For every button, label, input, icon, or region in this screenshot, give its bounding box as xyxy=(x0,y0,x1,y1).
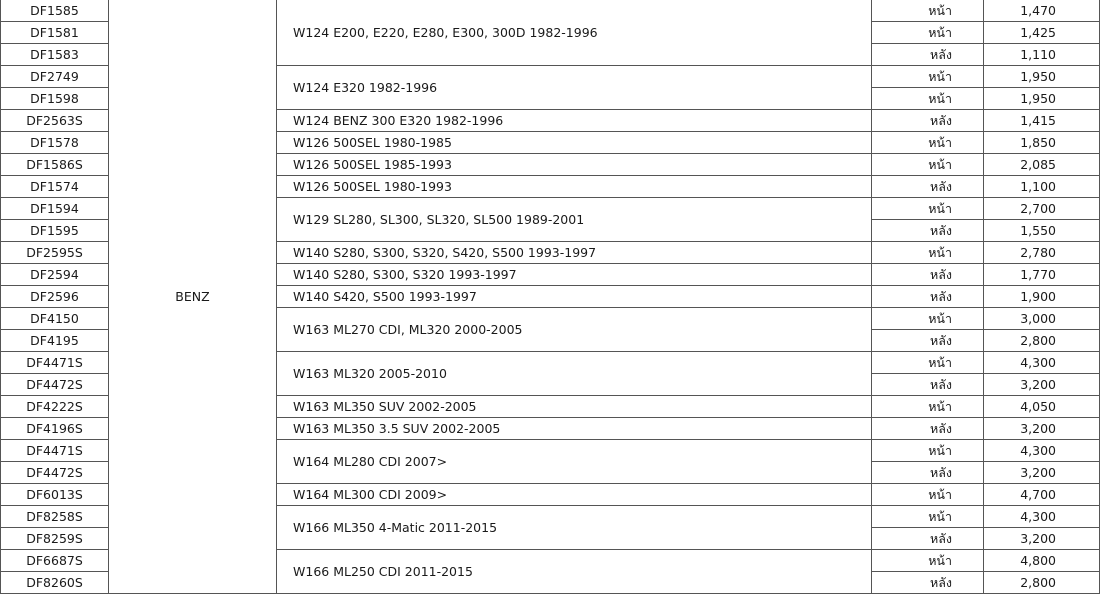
part-code-cell: DF8259S xyxy=(1,528,109,550)
model-cell: W126 500SEL 1985-1993 xyxy=(277,154,872,176)
table-row xyxy=(1,0,1100,22)
position-cell: หน้า xyxy=(872,396,984,418)
model-cell: W126 500SEL 1980-1993 xyxy=(277,176,872,198)
position-cell: หลัง xyxy=(872,462,984,484)
price-cell: 2,800 xyxy=(984,330,1100,352)
position-cell: หน้า xyxy=(872,66,984,88)
position-cell: หลัง xyxy=(872,176,984,198)
price-cell: 4,300 xyxy=(984,352,1100,374)
part-code-cell: DF2749 xyxy=(1,66,109,88)
part-code-cell: DF2563S xyxy=(1,110,109,132)
model-cell: W166 ML250 CDI 2011-2015 xyxy=(277,550,872,594)
price-cell: 3,200 xyxy=(984,374,1100,396)
position-cell: หน้า xyxy=(872,0,984,22)
part-code-cell: DF1595 xyxy=(1,220,109,242)
part-code-cell: DF2595S xyxy=(1,242,109,264)
position-cell: หน้า xyxy=(872,484,984,506)
part-code-cell: DF4471S xyxy=(1,440,109,462)
position-cell: หลัง xyxy=(872,528,984,550)
price-cell: 1,950 xyxy=(984,66,1100,88)
position-cell: หน้า xyxy=(872,22,984,44)
model-cell: W126 500SEL 1980-1985 xyxy=(277,132,872,154)
position-cell: หน้า xyxy=(872,550,984,572)
price-cell: 4,300 xyxy=(984,440,1100,462)
price-cell: 4,800 xyxy=(984,550,1100,572)
price-cell: 3,200 xyxy=(984,528,1100,550)
part-code-cell: DF8260S xyxy=(1,572,109,594)
part-code-cell: DF1586S xyxy=(1,154,109,176)
price-cell: 1,900 xyxy=(984,286,1100,308)
part-code-cell: DF4222S xyxy=(1,396,109,418)
part-code-cell: DF4471S xyxy=(1,352,109,374)
part-code-cell: DF1578 xyxy=(1,132,109,154)
position-cell: หลัง xyxy=(872,330,984,352)
part-code-cell: DF4472S xyxy=(1,462,109,484)
price-cell: 1,770 xyxy=(984,264,1100,286)
part-code-cell: DF6013S xyxy=(1,484,109,506)
price-cell: 1,110 xyxy=(984,44,1100,66)
part-code-cell: DF2596 xyxy=(1,286,109,308)
price-cell: 4,700 xyxy=(984,484,1100,506)
price-cell: 2,800 xyxy=(984,572,1100,594)
model-cell: W124 BENZ 300 E320 1982-1996 xyxy=(277,110,872,132)
price-cell: 1,950 xyxy=(984,88,1100,110)
part-code-cell: DF2594 xyxy=(1,264,109,286)
price-cell: 2,780 xyxy=(984,242,1100,264)
position-cell: หลัง xyxy=(872,264,984,286)
part-code-cell: DF4472S xyxy=(1,374,109,396)
part-code-cell: DF6687S xyxy=(1,550,109,572)
part-code-cell: DF1574 xyxy=(1,176,109,198)
part-code-cell: DF1581 xyxy=(1,22,109,44)
price-cell: 4,050 xyxy=(984,396,1100,418)
part-code-cell: DF1585 xyxy=(1,0,109,22)
price-table-body xyxy=(1,0,1100,594)
position-cell: หน้า xyxy=(872,132,984,154)
model-cell: W164 ML300 CDI 2009> xyxy=(277,484,872,506)
position-cell: หลัง xyxy=(872,44,984,66)
price-cell: 3,000 xyxy=(984,308,1100,330)
price-cell: 1,100 xyxy=(984,176,1100,198)
model-cell: W163 ML320 2005-2010 xyxy=(277,352,872,396)
model-cell: W140 S280, S300, S320, S420, S500 1993-1997 xyxy=(277,242,872,264)
position-cell: หน้า xyxy=(872,154,984,176)
price-cell: 1,425 xyxy=(984,22,1100,44)
model-cell: W140 S420, S500 1993-1997 xyxy=(277,286,872,308)
part-code-cell: DF4195 xyxy=(1,330,109,352)
brand-cell: BENZ xyxy=(109,0,277,594)
position-cell: หน้า xyxy=(872,198,984,220)
position-cell: หลัง xyxy=(872,286,984,308)
position-cell: หลัง xyxy=(872,418,984,440)
position-cell: หน้า xyxy=(872,308,984,330)
part-code-cell: DF1583 xyxy=(1,44,109,66)
model-cell: W163 ML270 CDI, ML320 2000-2005 xyxy=(277,308,872,352)
price-cell: 3,200 xyxy=(984,462,1100,484)
model-cell: W163 ML350 SUV 2002-2005 xyxy=(277,396,872,418)
model-cell: W124 E320 1982-1996 xyxy=(277,66,872,110)
price-cell: 1,850 xyxy=(984,132,1100,154)
price-cell: 1,415 xyxy=(984,110,1100,132)
model-cell: W129 SL280, SL300, SL320, SL500 1989-2001 xyxy=(277,198,872,242)
position-cell: หลัง xyxy=(872,110,984,132)
position-cell: หลัง xyxy=(872,374,984,396)
part-code-cell: DF1594 xyxy=(1,198,109,220)
position-cell: หน้า xyxy=(872,352,984,374)
price-cell: 2,700 xyxy=(984,198,1100,220)
position-cell: หน้า xyxy=(872,88,984,110)
part-code-cell: DF8258S xyxy=(1,506,109,528)
model-cell: W140 S280, S300, S320 1993-1997 xyxy=(277,264,872,286)
part-code-cell: DF1598 xyxy=(1,88,109,110)
price-cell: 3,200 xyxy=(984,418,1100,440)
part-code-cell: DF4150 xyxy=(1,308,109,330)
price-cell: 2,085 xyxy=(984,154,1100,176)
price-cell: 1,550 xyxy=(984,220,1100,242)
position-cell: หน้า xyxy=(872,506,984,528)
position-cell: หน้า xyxy=(872,242,984,264)
position-cell: หน้า xyxy=(872,440,984,462)
model-cell: W124 E200, E220, E280, E300, 300D 1982-1996 xyxy=(277,0,872,66)
position-cell: หลัง xyxy=(872,572,984,594)
price-cell: 1,470 xyxy=(984,0,1100,22)
model-cell: W164 ML280 CDI 2007> xyxy=(277,440,872,484)
part-code-cell: DF4196S xyxy=(1,418,109,440)
price-cell: 4,300 xyxy=(984,506,1100,528)
model-cell: W166 ML350 4-Matic 2011-2015 xyxy=(277,506,872,550)
position-cell: หลัง xyxy=(872,220,984,242)
model-cell: W163 ML350 3.5 SUV 2002-2005 xyxy=(277,418,872,440)
